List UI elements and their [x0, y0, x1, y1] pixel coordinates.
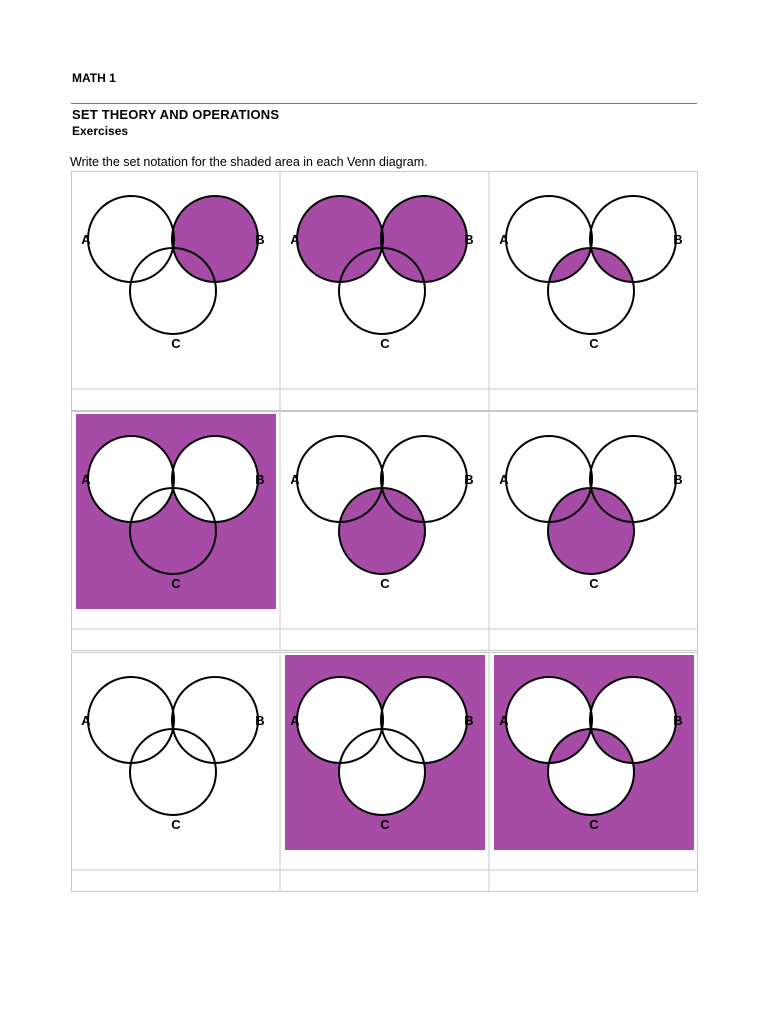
venn-diagram — [76, 414, 276, 609]
set-c-circle — [130, 248, 216, 334]
venn-diagram — [290, 436, 473, 591]
page-title: SET THEORY AND OPERATIONS — [72, 107, 280, 122]
label-c: C — [589, 817, 599, 832]
set-b-circle — [381, 436, 467, 522]
label-b: B — [464, 472, 474, 487]
venn-diagram — [494, 655, 694, 850]
label-a: A — [499, 232, 509, 247]
label-b: B — [464, 232, 474, 247]
label-a: A — [499, 472, 509, 487]
exercise-grid — [71, 171, 698, 894]
venn-diagram — [285, 655, 485, 850]
label-c: C — [589, 336, 599, 351]
set-c-circle — [130, 729, 216, 815]
header-rule — [71, 103, 697, 104]
page-subtitle: Exercises — [72, 124, 129, 138]
label-a: A — [290, 472, 300, 487]
label-c: C — [171, 817, 181, 832]
set-b-circle — [590, 196, 676, 282]
label-b: B — [673, 232, 683, 247]
label-a: A — [499, 713, 509, 728]
label-a: A — [81, 472, 91, 487]
label-a: A — [290, 713, 300, 728]
venn-diagram — [81, 677, 264, 832]
label-c: C — [171, 336, 181, 351]
set-b-circle — [172, 677, 258, 763]
set-a-circle — [88, 677, 174, 763]
label-b: B — [255, 713, 265, 728]
label-a: A — [81, 713, 91, 728]
label-b: B — [255, 472, 265, 487]
set-c-circle — [339, 248, 425, 334]
label-c: C — [380, 576, 390, 591]
label-c: C — [380, 336, 390, 351]
set-c-circle — [548, 248, 634, 334]
label-c: C — [380, 817, 390, 832]
label-b: B — [255, 232, 265, 247]
label-c: C — [171, 576, 181, 591]
set-a-circle — [506, 196, 592, 282]
set-a-circle — [506, 436, 592, 522]
set-a-circle — [297, 436, 383, 522]
set-b-circle — [590, 436, 676, 522]
label-b: B — [464, 713, 474, 728]
label-c: C — [589, 576, 599, 591]
venn-diagram — [81, 196, 264, 351]
label-a: A — [81, 232, 91, 247]
label-b: B — [673, 472, 683, 487]
exercise-grid-svg — [71, 171, 698, 894]
set-a-circle — [88, 196, 174, 282]
label-a: A — [290, 232, 300, 247]
venn-diagram — [499, 196, 682, 351]
label-b: B — [673, 713, 683, 728]
course-label: MATH 1 — [72, 71, 116, 85]
instructions: Write the set notation for the shaded area in each Venn diagram. — [70, 155, 428, 169]
venn-diagram — [290, 196, 473, 351]
venn-diagram — [499, 436, 682, 591]
